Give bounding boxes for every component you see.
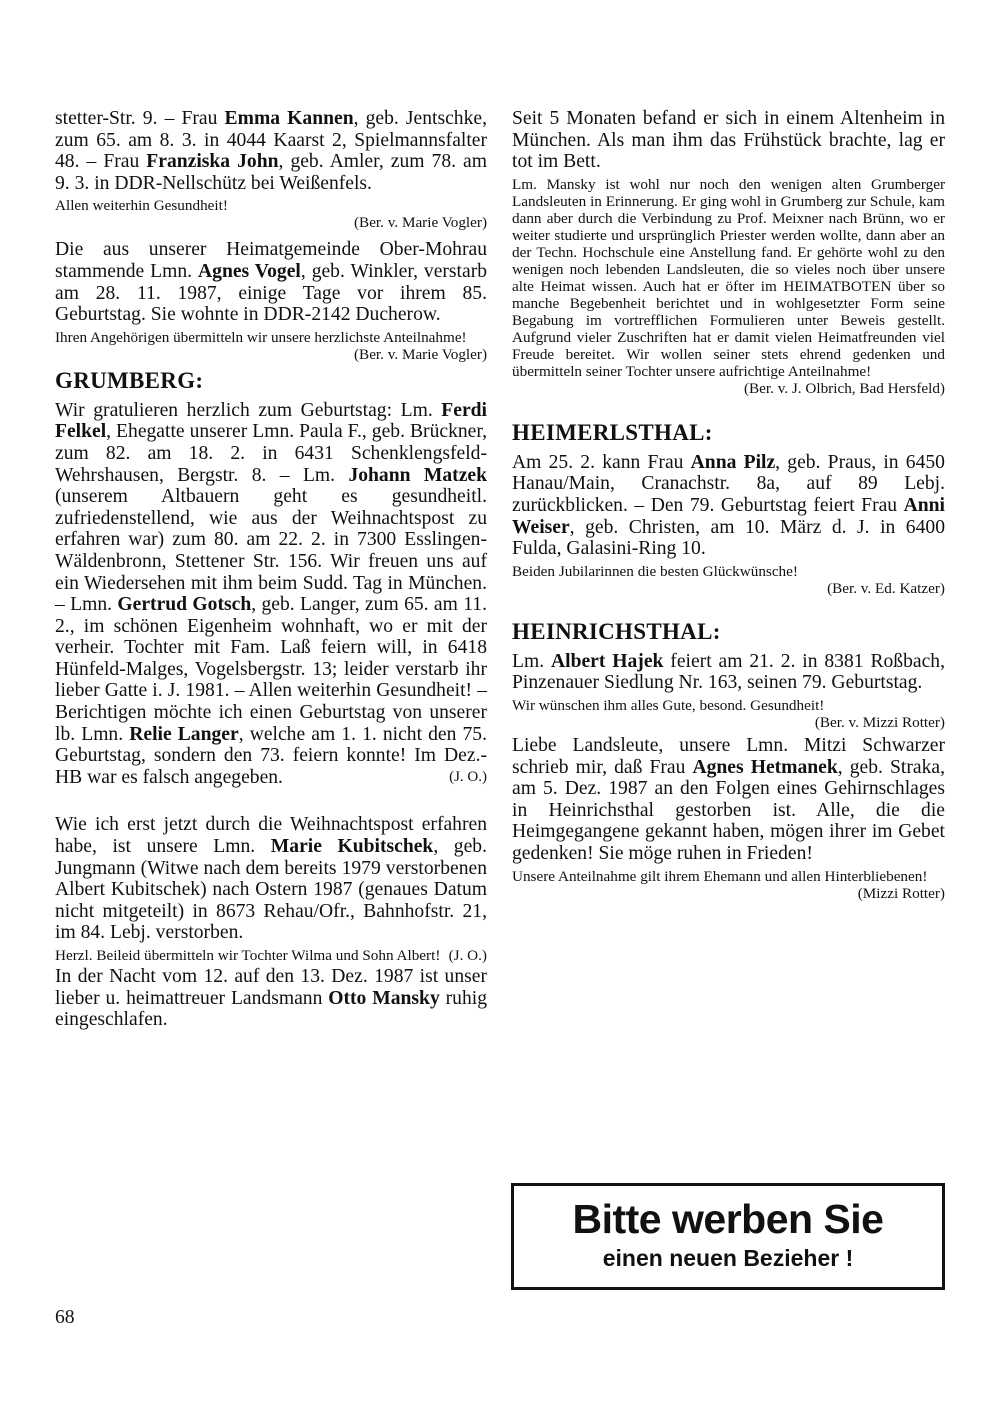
notice-vogel: Die aus unserer Heimatgemeinde Ober-Mohrau stammende Lmn. Agnes Vogel, geb. Winkler, verstarb am 28. 11. 1987, einige Tage vor ihrem 85. Geburtstag. Sie wohnte in DDR-2142 Ducherow.	[55, 239, 488, 326]
notice-mansky-continued: Seit 5 Monaten befand er sich in einem Altenheim in München. Als man ihm das Frühstück brachte, lag er tot im Bett.	[512, 108, 945, 173]
section-heading-heinrichsthal: HEINRICHSTHAL:	[512, 618, 721, 644]
signoff: (Mizzi Rotter)	[857, 884, 945, 902]
left-column	[55, 108, 487, 1031]
ad-subline: einen neuen Bezieher !	[602, 1245, 854, 1271]
notice-hajek: Lm. Albert Hajek feiert am 21. 2. in 8381 Roßbach, Pinzenauer Siedlung Nr. 163, seinen 79. Geburtstag.	[512, 650, 945, 694]
notice-kubitschek: Wie ich erst jetzt durch die Weihnachtspost erfahren habe, ist unsere Lmn. Marie Kubitschek, geb. Jungmann (Witwe nach dem bereits 1979 verstorbenen Albert Kubitschek) nach Ostern 1987 (genaues Datum nicht mitgeteilt) in 8673 Rehau/Ofr., Bahnhofstr. 21, im 84. Lebj. verstorben.	[55, 814, 487, 944]
signoff: (Ber. v. Ed. Katzer)	[827, 579, 945, 597]
notice-pilz-weiser: Am 25. 2. kann Frau Anna Pilz, geb. Praus, in 6450 Hanau/Main, Cranachstr. 8a, auf 89 Lebj. zurückblicken. – Den 79. Geburtstag feiert Frau Anni Weiser, geb. Christen, am 10. März d. J. in 6400 Fulda, Galasini-Ring 10.	[512, 451, 945, 560]
signoff: (Ber. v. Marie Vogler)	[354, 214, 487, 232]
notice-note: Herzl. Beileid übermitteln wir Tochter Wilma und Sohn Albert! (J. O.)	[55, 947, 487, 964]
signoff: (J. O.)	[448, 947, 487, 964]
notice-note: Beiden Jubilarinnen die besten Glückwünsche! (Ber. v. Ed. Katzer)	[512, 562, 945, 597]
section-heading-heimerlsthal: HEIMERLSTHAL:	[512, 419, 713, 445]
notice-note: Wir wünschen ihm alles Gute, besond. Gesundheit! (Ber. v. Mizzi Rotter)	[512, 696, 945, 731]
signoff: (Ber. v. Marie Vogler)	[354, 345, 487, 363]
subscriber-ad-box	[511, 1183, 945, 1290]
right-column	[512, 108, 945, 902]
notice-note: Allen weiterhin Gesundheit! (Ber. v. Marie Vogler)	[55, 197, 487, 232]
notice-kannen-john: stetter-Str. 9. – Frau Emma Kannen, geb. Jentschke, zum 65. am 8. 3. in 4044 Kaarst 2, Spielmannsfalter 48. – Frau Franziska John, geb. Amler, zum 78. am 9. 3. in DDR-Nellschütz bei Weißenfels.	[55, 108, 487, 194]
notice-note: Unsere Anteilnahme gilt ihrem Ehemann und allen Hinterbliebenen! (Mizzi Rotter)	[512, 867, 945, 902]
notice-grumberg-birthdays: Wir gratulieren herzlich zum Geburtstag: Lm. Ferdi Felkel, Ehegatte unserer Lmn. Paula F., geb. Brückner, zum 82. am 18. 2. in 6431 Schenklengsfeld-Wehrshausen, Bergstr. 8. – Lm. Johann Matzek (unserem Altbauern geht es gesundheitl. zufriedenstellend, wie aus der Weihnachtspost zu erfahren war) zum 80. am 22. 2. in 7300 Esslingen-Wäldenbronn, Stettener Str. 156. Wir freuen uns auf ein Wiedersehen mit ihm beim Sudd. Tag in München. – Lmn. Gertrud Gotsch, geb. Langer, zum 65. am 11. 2., im schönen Eigenheim wohnhaft, wo er mit der verheir. Tochter mit Fam. Laß feiern will, in 6418 Hünfeld-Malges, Vogelsbergstr. 13; leider verstarb ihr lieber Gatte i. J. 1981. – Allen weiterhin Gesundheit! – Berichtigen möchte ich einen Geburtstag von unserer lb. Lmn. Relie Langer, welche am 1. 1. nicht den 75. Geburtstag, sondern den 73. feiern konnte! Im Dez.-HB war es falsch angegeben. (J. O.)	[55, 399, 487, 788]
notice-note: Ihren Angehörigen übermitteln wir unsere herzlichste Anteilnahme! (Ber. v. Marie Vogler)	[55, 328, 487, 363]
signoff: (J. O.)	[449, 768, 487, 785]
signoff: (Ber. v. Mizzi Rotter)	[814, 713, 945, 731]
notice-hetmanek: Liebe Landsleute, unsere Lmn. Mitzi Schwarzer schrieb mir, daß Frau Agnes Hetmanek, geb. Straka, am 5. Dez. 1987 an den Folgen eines Gehirnschlages in Heinrichsthal gestorben ist. Alle, die die Heimgegangene gekannt haben, mögen ihrer im Gebet gedenken! Sie möge ruhen in Frieden!	[512, 734, 945, 864]
signoff: (Ber. v. J. Olbrich, Bad Hersfeld)	[743, 379, 945, 397]
notice-mansky: In der Nacht vom 12. auf den 13. Dez. 1987 ist unser lieber u. heimattreuer Landsmann Otto Mansky ruhig eingeschlafen.	[55, 966, 487, 1031]
ad-headline: Bitte werben Sie	[572, 1196, 884, 1242]
page-number: 68	[55, 1307, 75, 1328]
section-heading-grumberg: GRUMBERG:	[55, 367, 204, 393]
notice-note: Lm. Mansky ist wohl nur noch den wenigen alten Grumberger Landsleuten in Erinnerung. Er ging wohl in Grumberg zur Schule, kam dann aber durch die Verbindung zu Prof. Meixner nach Brünn, wo er weiter studierte und ursprünglich Priester werden wollte, dann aber an der Techn. Hochschule eine Anstellung fand. Er gehörte wohl zu den wenigen noch lebenden Landsleuten, die so vieles noch über unsere alte Heimat wissen. Auch hat er öfter im HEIMATBOTEN über so manche Begebenheit berichtet und in wohlgesetzter Form seine Begabung im vortrefflichen Formulieren unter Beweis gestellt. Aufgrund vieler Zuschriften hat er damit vielen Heimatfreunden viel Freude bereitet. Wir wollen seiner stets ehrend gedenken und übermitteln seiner Tochter unsere aufrichtige Anteilnahme! (Ber. v. J. Olbrich, Bad Hersfeld)	[512, 175, 945, 397]
